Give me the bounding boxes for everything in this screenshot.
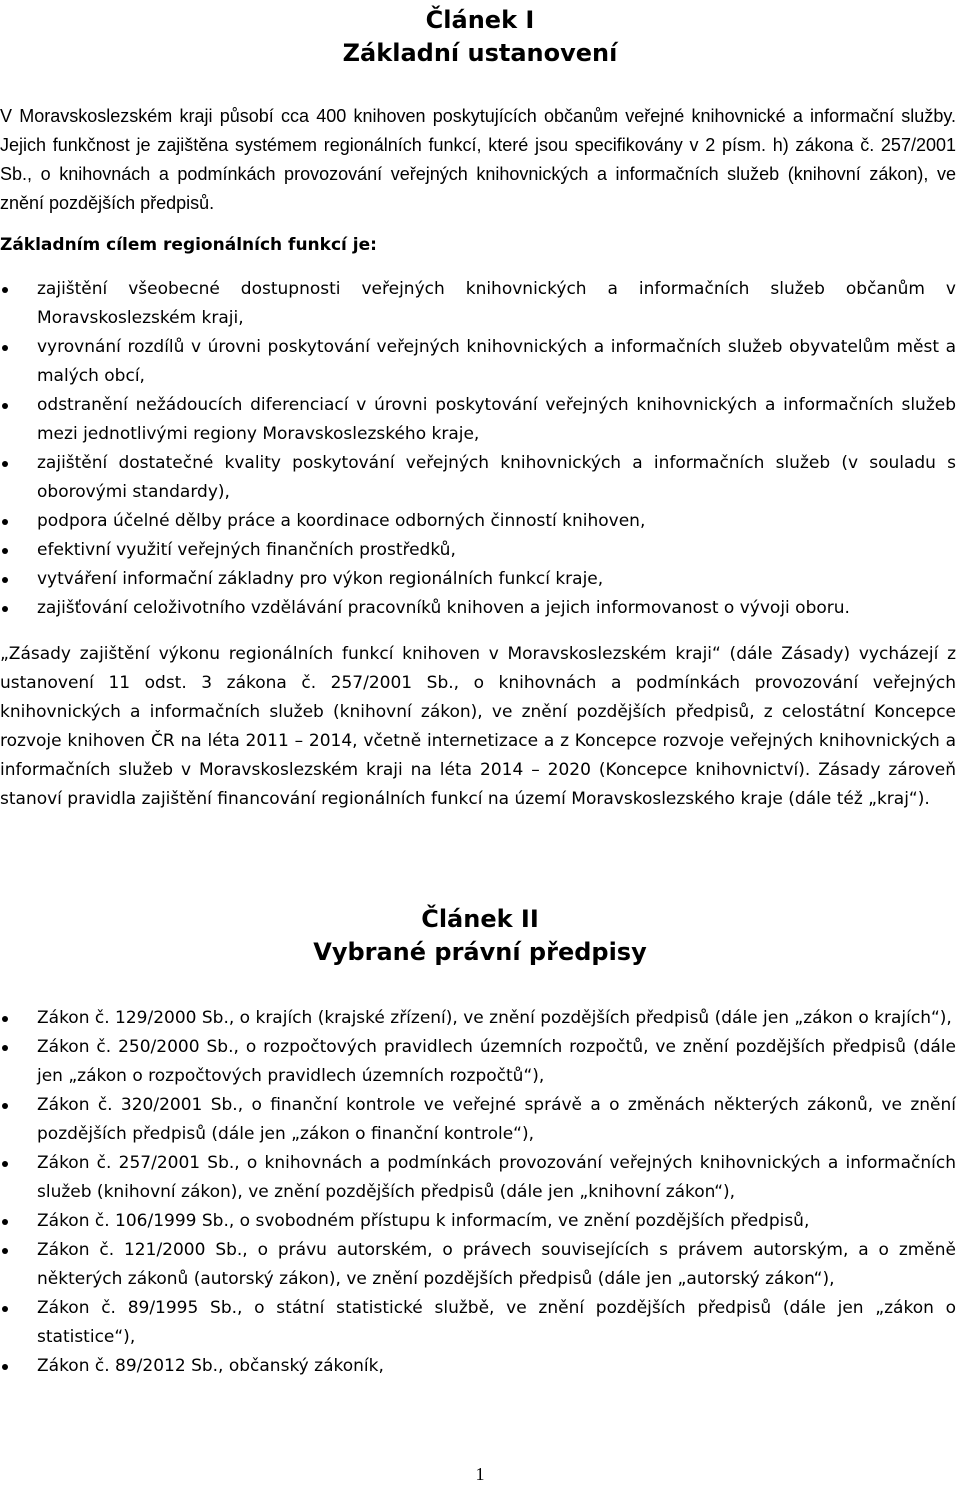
bullet-icon — [2, 1103, 8, 1109]
bullet-icon — [2, 606, 8, 612]
list-item: Zákon č. 250/2000 Sb., o rozpočtových pravidlech územních rozpočtů, ve znění pozdějších předpisů (dále jen „zákon o rozpočtových pravidlech územních rozpočtů“), — [0, 1033, 956, 1091]
bullet-icon — [2, 1364, 8, 1370]
bullet-icon — [2, 403, 8, 409]
list-item: vytváření informační základny pro výkon regionálních funkcí kraje, — [0, 565, 956, 594]
goals-heading: Základním cílem regionálních funkcí je: — [0, 235, 377, 255]
list-item: Zákon č. 257/2001 Sb., o knihovnách a podmínkách provozování veřejných knihovnických a informačních služeb (knihovní zákon), ve znění pozdějších předpisů (dále jen „knihovní zákon“), — [0, 1149, 956, 1207]
bullet-icon — [2, 461, 8, 467]
bullet-icon — [2, 287, 8, 293]
list-item: vyrovnání rozdílů v úrovni poskytování veřejných knihovnických a informačních služeb obyvatelům měst a malých obcí, — [0, 333, 956, 391]
article-2-number: Článek II — [421, 905, 539, 933]
intro-paragraph: V Moravskoslezském kraji působí cca 400 knihoven poskytujících občanům veřejné knihovnické a informační služby. Jejich funkčnost je zajištěna systémem regionálních funkcí, které jsou specifikovány v 2 písm. h) zákona č. 257/2001 Sb., o knihovnách a podmínkách provozování veřejných knihovnických a informačních služeb (knihovní zákon), ve znění pozdějších předpisů. — [0, 106, 956, 213]
bullet-icon — [2, 1306, 8, 1312]
article-2-title: Vybrané právní předpisy — [313, 938, 647, 966]
bullet-icon — [2, 345, 8, 351]
bullet-icon — [2, 1045, 8, 1051]
goals-list — [0, 275, 956, 623]
list-item: Zákon č. 129/2000 Sb., o krajích (krajské zřízení), ve znění pozdějších předpisů (dále jen „zákon o krajích“), — [0, 1004, 956, 1033]
list-item: Zákon č. 121/2000 Sb., o právu autorském, o právech souvisejících s právem autorským, a o změně některých zákonů (autorský zákon), ve znění pozdějších předpisů (dále jen „autorský zákon“), — [0, 1236, 956, 1294]
list-item: Zákon č. 89/2012 Sb., občanský zákoník, — [0, 1352, 956, 1381]
bullet-icon — [2, 577, 8, 583]
list-item: Zákon č. 89/1995 Sb., o státní statistické službě, ve znění pozdějších předpisů (dále jen „zákon o statistice“), — [0, 1294, 956, 1352]
laws-list — [0, 1004, 956, 1381]
bullet-icon — [2, 1219, 8, 1225]
list-item: odstranění nežádoucích diferenciací v úrovni poskytování veřejných knihovnických a informačních služeb mezi jednotlivými regiony Moravskoslezského kraje, — [0, 391, 956, 449]
bullet-icon — [2, 519, 8, 525]
page-number: 1 — [475, 1464, 485, 1484]
list-item: efektivní využití veřejných finančních prostředků, — [0, 536, 956, 565]
bullet-icon — [2, 1016, 8, 1022]
article-1-title: Základní ustanovení — [342, 39, 618, 67]
principles-paragraph: „Zásady zajištění výkonu regionálních funkcí knihoven v Moravskoslezském kraji“ (dále Zásady) vycházejí z ustanovení 11 odst. 3 zákona č. 257/2001 Sb., o knihovnách a podmínkách provozování veřejných knihovnických a informačních služeb (knihovní zákon), ve znění pozdějších předpisů, z celostátní Koncepce rozvoje knihoven ČR na léta 2011 – 2014, včetně internetizace a z Koncepce rozvoje veřejných knihovnických a informačních služeb v Moravskoslezském kraji na léta 2014 – 2020 (Koncepce knihovnictví). Zásady zároveň stanoví pravidla zajištění financování regionálních funkcí na území Moravskoslezského kraje (dále též „kraj“). — [0, 644, 956, 809]
list-item: zajištění dostatečné kvality poskytování veřejných knihovnických a informačních služeb (v souladu s oborovými standardy), — [0, 449, 956, 507]
list-item: podpora účelné dělby práce a koordinace odborných činností knihoven, — [0, 507, 956, 536]
bullet-icon — [2, 1248, 8, 1254]
bullet-icon — [2, 548, 8, 554]
article-1-heading — [0, 4, 960, 70]
list-item: Zákon č. 320/2001 Sb., o finanční kontrole ve veřejné správě a o změnách některých zákonů, ve znění pozdějších předpisů (dále jen „zákon o finanční kontrole“), — [0, 1091, 956, 1149]
article-1-number: Článek I — [425, 6, 535, 34]
bullet-icon — [2, 1161, 8, 1167]
list-item: zajištění všeobecné dostupnosti veřejných knihovnických a informačních služeb občanům v Moravskoslezském kraji, — [0, 275, 956, 333]
article-2-heading — [0, 903, 960, 969]
list-item: Zákon č. 106/1999 Sb., o svobodném přístupu k informacím, ve znění pozdějších předpisů, — [0, 1207, 956, 1236]
list-item: zajišťování celoživotního vzdělávání pracovníků knihoven a jejich informovanost o vývoji oboru. — [0, 594, 956, 623]
